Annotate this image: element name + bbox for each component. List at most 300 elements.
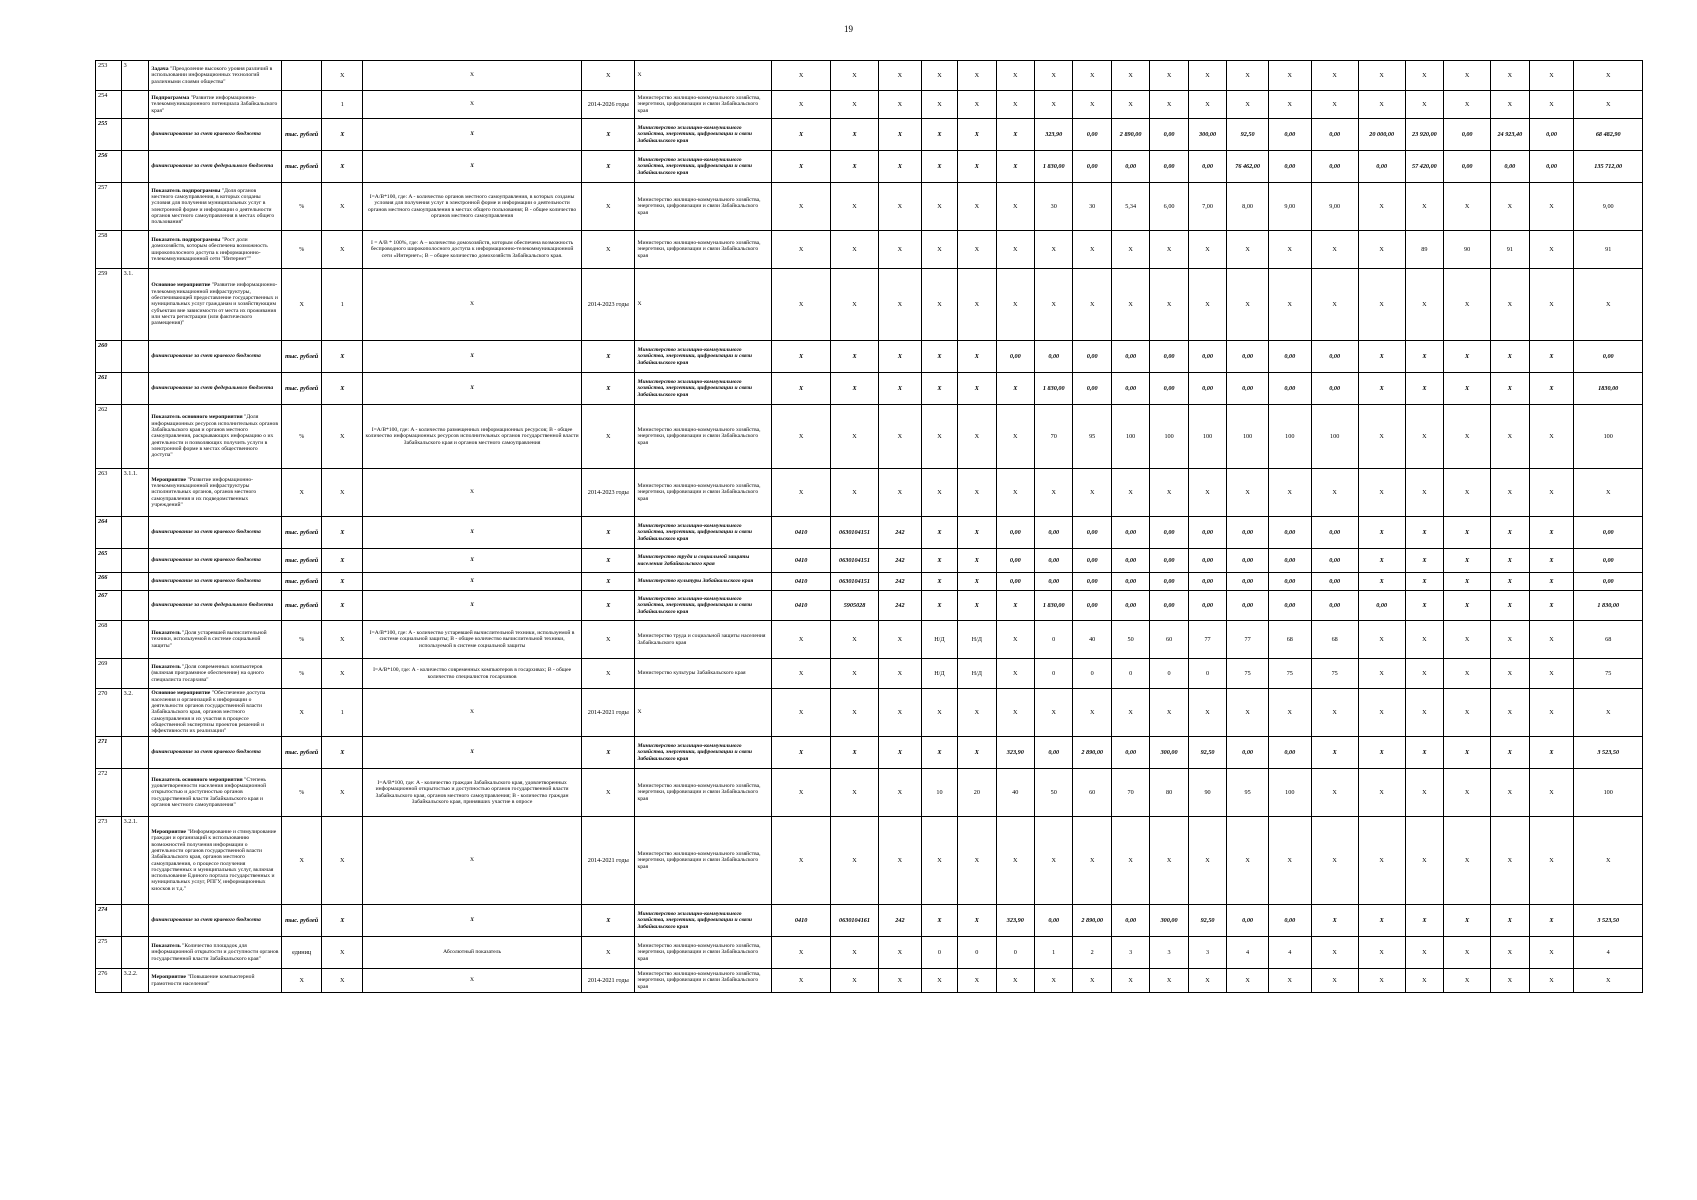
row-name-cell: [149, 549, 281, 573]
formula-cell: X: [363, 269, 582, 341]
value-cell: X: [1073, 817, 1111, 905]
value-cell: 0,00: [1150, 151, 1188, 183]
value-cell: 0,00: [1073, 373, 1111, 405]
value-cell: X: [958, 119, 996, 151]
row-name-cell: [149, 151, 281, 183]
value-cell: 68: [1311, 621, 1358, 659]
table-row: [96, 405, 1643, 469]
row-name-cell: [149, 61, 281, 91]
value-cell: X: [1491, 817, 1529, 905]
row-name-text: "Развитие информационно-телекоммуникационной инфраструктуры исполнительных органов, органов местного самоуправления и их подведомственных учреждений": [151, 476, 257, 508]
value-cell: X: [1405, 469, 1443, 517]
value-cell: 0,00: [1073, 119, 1111, 151]
table-row: [96, 737, 1643, 769]
value-cell: 242: [879, 905, 922, 937]
value-cell: X: [1358, 769, 1405, 817]
responsible-cell: Министерство жилищно-коммунального хозяйства, энергетики, цифровизации и связи Забайкальского края: [635, 373, 772, 405]
value-cell: 0,00: [1529, 119, 1574, 151]
value-cell: 0: [1035, 659, 1073, 689]
responsible-cell: Министерство жилищно-коммунального хозяйства, энергетики, цифровизации и связи Забайкальского края: [635, 231, 772, 269]
value-cell: X: [830, 405, 878, 469]
row-number-cell: 264: [96, 517, 122, 549]
value-cell: 323,90: [996, 905, 1034, 937]
row-name-text: финансирование за счет федерального бюджета: [151, 163, 274, 170]
value-cell: 0: [1035, 621, 1073, 659]
value-cell: 0,00: [1150, 373, 1188, 405]
value-cell: X: [879, 817, 922, 905]
value-cell: X: [772, 373, 831, 405]
value-cell: 76 462,00: [1227, 151, 1269, 183]
period-cell: 2014-2021 годы: [582, 689, 635, 737]
row-subnumber-cell: [121, 183, 149, 231]
value-cell: X: [996, 621, 1034, 659]
table-row: [96, 151, 1643, 183]
value-cell: X: [1358, 689, 1405, 737]
row-name-text: "Развитие информационно-телекоммуникационной инфраструктуры, обеспечивающей предоставление государственных и муниципальных услуг гражданам и хозяйствующим субъектам вне зависимости от места их проживания или места регистрации (или фактического размещения)": [151, 282, 278, 327]
value-cell: X: [921, 517, 957, 549]
row-name-cell: [149, 469, 281, 517]
value-cell: 0: [958, 937, 996, 969]
value-cell: 100: [1574, 769, 1643, 817]
value-cell: X: [1358, 737, 1405, 769]
value-cell: 0,00: [1574, 517, 1643, 549]
unit-cell: тыс. рублей: [281, 373, 322, 405]
value-cell: X: [996, 469, 1034, 517]
row-name-cell: [149, 341, 281, 373]
value-cell: X: [921, 737, 957, 769]
value-cell: 100: [1268, 769, 1311, 817]
value-cell: X: [996, 119, 1034, 151]
value-cell: X: [1491, 621, 1529, 659]
level-cell: X: [322, 591, 363, 621]
value-cell: 40: [996, 769, 1034, 817]
value-cell: X: [1150, 817, 1188, 905]
value-cell: X: [1035, 231, 1073, 269]
value-cell: X: [830, 373, 878, 405]
value-cell: X: [1529, 373, 1574, 405]
table-row: [96, 119, 1643, 151]
responsible-cell: Министерство жилищно-коммунального хозяйства, энергетики, цифровизации и связи Забайкальского края: [635, 341, 772, 373]
unit-cell: X: [281, 269, 322, 341]
row-subnumber-cell: 3.2.1.: [121, 817, 149, 905]
value-cell: Н/Д: [958, 659, 996, 689]
value-cell: X: [1405, 517, 1443, 549]
value-cell: Н/Д: [921, 621, 957, 659]
value-cell: X: [1529, 91, 1574, 119]
row-name-cell: [149, 905, 281, 937]
value-cell: 0: [1073, 659, 1111, 689]
row-name-label: Основное мероприятие: [151, 282, 212, 289]
responsible-cell: Министерство жилищно-коммунального хозяйства, энергетики, цифровизации и связи Забайкальского края: [635, 151, 772, 183]
value-cell: 0,00: [1268, 549, 1311, 573]
value-cell: 0,00: [1491, 151, 1529, 183]
value-cell: X: [996, 591, 1034, 621]
value-cell: X: [1035, 91, 1073, 119]
value-cell: 0410: [772, 905, 831, 937]
value-cell: 100: [1574, 405, 1643, 469]
row-subnumber-cell: [121, 737, 149, 769]
value-cell: X: [1227, 817, 1269, 905]
value-cell: X: [921, 341, 957, 373]
value-cell: 75: [1311, 659, 1358, 689]
value-cell: X: [1529, 905, 1574, 937]
value-cell: 0,00: [1111, 573, 1149, 591]
value-cell: X: [1188, 231, 1226, 269]
formula-cell: X: [363, 737, 582, 769]
table-row: [96, 905, 1643, 937]
unit-cell: %: [281, 231, 322, 269]
row-name-text: финансирование за счет краевого бюджета: [151, 749, 261, 756]
value-cell: X: [1491, 269, 1529, 341]
value-cell: X: [1035, 689, 1073, 737]
value-cell: X: [1073, 269, 1111, 341]
value-cell: X: [1405, 769, 1443, 817]
value-cell: 100: [1268, 405, 1311, 469]
value-cell: X: [1444, 91, 1491, 119]
value-cell: 92,50: [1188, 737, 1226, 769]
value-cell: X: [1073, 91, 1111, 119]
row-subnumber-cell: [121, 231, 149, 269]
value-cell: 0,00: [1150, 591, 1188, 621]
value-cell: X: [1405, 737, 1443, 769]
value-cell: X: [1444, 517, 1491, 549]
value-cell: X: [1227, 689, 1269, 737]
value-cell: 0: [996, 937, 1034, 969]
value-cell: X: [921, 905, 957, 937]
formula-cell: X: [363, 469, 582, 517]
formula-cell: X: [363, 905, 582, 937]
period-cell: X: [582, 61, 635, 91]
row-number-cell: 267: [96, 591, 122, 621]
value-cell: X: [1491, 659, 1529, 689]
period-cell: X: [582, 231, 635, 269]
value-cell: X: [772, 231, 831, 269]
value-cell: X: [1358, 905, 1405, 937]
period-cell: X: [582, 549, 635, 573]
value-cell: X: [772, 769, 831, 817]
value-cell: X: [1358, 183, 1405, 231]
value-cell: 91: [1574, 231, 1643, 269]
row-number-cell: 274: [96, 905, 122, 937]
value-cell: 80: [1150, 769, 1188, 817]
value-cell: 0,00: [1035, 905, 1073, 937]
value-cell: X: [1491, 937, 1529, 969]
value-cell: X: [996, 231, 1034, 269]
unit-cell: %: [281, 405, 322, 469]
value-cell: X: [1444, 183, 1491, 231]
value-cell: X: [879, 119, 922, 151]
row-number-cell: 260: [96, 341, 122, 373]
row-name-text: "Информирование и стимулирование граждан и организаций к использованию возможностей получения информации о деятельности органов государственной власти Забайкальского края, органов местного самоуправления, о процессе получения государственных и муниципальных услуг, включая использование Единого портала государственных и муниципальных услуг, РПГУ, информационных киосков и т.д.": [151, 829, 277, 892]
level-cell: X: [322, 769, 363, 817]
value-cell: X: [1035, 61, 1073, 91]
row-subnumber-cell: 3.1.1.: [121, 469, 149, 517]
row-number-cell: 253: [96, 61, 122, 91]
row-subnumber-cell: [121, 91, 149, 119]
value-cell: 0,00: [1111, 373, 1149, 405]
value-cell: X: [958, 591, 996, 621]
period-cell: 2014-2023 годы: [582, 469, 635, 517]
value-cell: X: [1111, 817, 1149, 905]
value-cell: X: [1405, 591, 1443, 621]
value-cell: X: [1150, 231, 1188, 269]
value-cell: X: [879, 689, 922, 737]
value-cell: X: [1311, 937, 1358, 969]
value-cell: X: [1268, 469, 1311, 517]
value-cell: X: [1444, 549, 1491, 573]
unit-cell: тыс. рублей: [281, 573, 322, 591]
row-subnumber-cell: [121, 659, 149, 689]
value-cell: 3: [1111, 937, 1149, 969]
responsible-cell: Министерство жилищно-коммунального хозяйства, энергетики, цифровизации и связи Забайкальского края: [635, 905, 772, 937]
value-cell: X: [830, 469, 878, 517]
value-cell: X: [1491, 737, 1529, 769]
row-subnumber-cell: [121, 937, 149, 969]
unit-cell: тыс. рублей: [281, 905, 322, 937]
value-cell: 0,00: [1311, 119, 1358, 151]
period-cell: X: [582, 621, 635, 659]
value-cell: X: [772, 621, 831, 659]
value-cell: X: [996, 183, 1034, 231]
value-cell: 0,00: [1035, 341, 1073, 373]
value-cell: X: [1268, 231, 1311, 269]
value-cell: 90: [1188, 769, 1226, 817]
value-cell: X: [1529, 469, 1574, 517]
row-name-text: финансирование за счет краевого бюджета: [151, 578, 261, 585]
table-row: [96, 969, 1643, 993]
row-name-text: финансирование за счет краевого бюджета: [151, 917, 261, 924]
unit-cell: X: [281, 969, 322, 993]
row-number-cell: 270: [96, 689, 122, 737]
row-name-label: Показатель подпрограммы: [151, 236, 222, 243]
value-cell: 60: [1150, 621, 1188, 659]
value-cell: X: [1405, 91, 1443, 119]
value-cell: 0: [921, 937, 957, 969]
value-cell: X: [1529, 269, 1574, 341]
value-cell: 0,00: [1227, 341, 1269, 373]
row-name-cell: [149, 183, 281, 231]
period-cell: 2014-2021 годы: [582, 817, 635, 905]
unit-cell: X: [281, 469, 322, 517]
value-cell: X: [1268, 969, 1311, 993]
value-cell: X: [772, 469, 831, 517]
value-cell: 0,00: [1358, 591, 1405, 621]
row-name-cell: [149, 621, 281, 659]
value-cell: 77: [1188, 621, 1226, 659]
value-cell: 0,00: [1574, 573, 1643, 591]
period-cell: X: [582, 591, 635, 621]
value-cell: 0,00: [1073, 549, 1111, 573]
value-cell: 9,00: [1574, 183, 1643, 231]
value-cell: X: [958, 689, 996, 737]
row-name-cell: [149, 269, 281, 341]
value-cell: 3 523,50: [1574, 737, 1643, 769]
program-table: [95, 60, 1643, 993]
value-cell: X: [1268, 817, 1311, 905]
table-row: [96, 689, 1643, 737]
responsible-cell: Министерство жилищно-коммунального хозяйства, энергетики, цифровизации и связи Забайкальского края: [635, 119, 772, 151]
value-cell: 0,00: [1188, 517, 1226, 549]
value-cell: X: [1035, 817, 1073, 905]
row-name-text: финансирование за счет краевого бюджета: [151, 131, 261, 138]
row-number-cell: 269: [96, 659, 122, 689]
value-cell: X: [1529, 737, 1574, 769]
value-cell: X: [1444, 817, 1491, 905]
value-cell: 1 830,00: [1035, 373, 1073, 405]
level-cell: X: [322, 905, 363, 937]
value-cell: 0,00: [1035, 573, 1073, 591]
row-subnumber-cell: [121, 373, 149, 405]
period-cell: X: [582, 405, 635, 469]
value-cell: X: [1529, 549, 1574, 573]
value-cell: X: [1150, 969, 1188, 993]
value-cell: X: [879, 61, 922, 91]
value-cell: X: [1268, 689, 1311, 737]
row-number-cell: 271: [96, 737, 122, 769]
value-cell: X: [772, 269, 831, 341]
value-cell: 7,00: [1188, 183, 1226, 231]
value-cell: X: [921, 373, 957, 405]
row-name-text: "Степень удовлетворенности населения информационной открытостью и доступностью органов государственной власти Забайкальского края и органов местного самоуправления": [151, 776, 267, 808]
value-cell: 70: [1035, 405, 1073, 469]
value-cell: X: [1311, 817, 1358, 905]
row-name-cell: [149, 937, 281, 969]
value-cell: 60: [1073, 769, 1111, 817]
responsible-cell: Министерство жилищно-коммунального хозяйства, энергетики, цифровизации и связи Забайкальского края: [635, 517, 772, 549]
level-cell: X: [322, 341, 363, 373]
responsible-cell: Министерство жилищно-коммунального хозяйства, энергетики, цифровизации и связи Забайкальского края: [635, 183, 772, 231]
table-row: [96, 269, 1643, 341]
responsible-cell: Министерство жилищно-коммунального хозяйства, энергетики, цифровизации и связи Забайкальского края: [635, 817, 772, 905]
value-cell: X: [879, 659, 922, 689]
value-cell: X: [1268, 61, 1311, 91]
value-cell: X: [1405, 341, 1443, 373]
value-cell: X: [958, 91, 996, 119]
responsible-cell: Министерство жилищно-коммунального хозяйства, энергетики, цифровизации и связи Забайкальского края: [635, 469, 772, 517]
value-cell: 0,00: [1268, 151, 1311, 183]
unit-cell: тыс. рублей: [281, 517, 322, 549]
row-name-cell: [149, 119, 281, 151]
value-cell: 70: [1111, 769, 1149, 817]
value-cell: 90: [1444, 231, 1491, 269]
row-subnumber-cell: [121, 341, 149, 373]
value-cell: 1 830,00: [1574, 591, 1643, 621]
value-cell: 68: [1574, 621, 1643, 659]
value-cell: X: [1073, 231, 1111, 269]
value-cell: X: [1444, 621, 1491, 659]
value-cell: 0,00: [1111, 549, 1149, 573]
value-cell: X: [1358, 573, 1405, 591]
value-cell: X: [996, 817, 1034, 905]
row-subnumber-cell: 3.1.: [121, 269, 149, 341]
table-row: [96, 937, 1643, 969]
formula-cell: I=A/B*100, где: A - количество устаревшей вычислительной техники, используемой в системе социальной защиты; B - общее количество вычислительной техники, используемой в системе социальной защиты: [363, 621, 582, 659]
value-cell: X: [1529, 659, 1574, 689]
value-cell: 0,00: [1150, 341, 1188, 373]
value-cell: 0,00: [1188, 373, 1226, 405]
value-cell: X: [1311, 905, 1358, 937]
value-cell: X: [879, 469, 922, 517]
row-name-label: Показатель основного мероприятия: [151, 776, 245, 783]
value-cell: X: [1529, 769, 1574, 817]
value-cell: X: [921, 969, 957, 993]
value-cell: X: [772, 151, 831, 183]
value-cell: 300,00: [1188, 119, 1226, 151]
value-cell: X: [879, 737, 922, 769]
value-cell: X: [772, 937, 831, 969]
row-number-cell: 258: [96, 231, 122, 269]
value-cell: X: [921, 231, 957, 269]
value-cell: X: [921, 183, 957, 231]
page-number: 19: [844, 24, 853, 34]
value-cell: 5,34: [1111, 183, 1149, 231]
row-name-text: "Доля современных компьютеров (включая программное обеспечение) на одного специалиста госархива": [151, 664, 264, 683]
value-cell: 0,00: [1035, 549, 1073, 573]
responsible-cell: X: [635, 61, 772, 91]
row-number-cell: 275: [96, 937, 122, 969]
value-cell: 10: [921, 769, 957, 817]
value-cell: X: [1491, 573, 1529, 591]
value-cell: X: [996, 151, 1034, 183]
value-cell: X: [1574, 91, 1643, 119]
value-cell: X: [1358, 659, 1405, 689]
row-number-cell: 257: [96, 183, 122, 231]
row-number-cell: 263: [96, 469, 122, 517]
value-cell: X: [996, 373, 1034, 405]
responsible-cell: Министерство труда и социальной защиты населения Забайкальского края: [635, 549, 772, 573]
value-cell: X: [921, 549, 957, 573]
value-cell: 300,00: [1150, 737, 1188, 769]
level-cell: X: [322, 469, 363, 517]
value-cell: X: [830, 937, 878, 969]
formula-cell: X: [363, 573, 582, 591]
row-subnumber-cell: [121, 621, 149, 659]
value-cell: X: [921, 61, 957, 91]
value-cell: X: [1444, 769, 1491, 817]
value-cell: 0,00: [1268, 517, 1311, 549]
value-cell: X: [996, 61, 1034, 91]
value-cell: X: [1311, 689, 1358, 737]
table-row: [96, 769, 1643, 817]
period-cell: X: [582, 905, 635, 937]
value-cell: X: [1574, 61, 1643, 91]
period-cell: X: [582, 937, 635, 969]
value-cell: X: [1529, 517, 1574, 549]
value-cell: X: [921, 269, 957, 341]
value-cell: 4: [1227, 937, 1269, 969]
row-subnumber-cell: [121, 549, 149, 573]
value-cell: 0,00: [996, 517, 1034, 549]
value-cell: 0,00: [1311, 373, 1358, 405]
value-cell: X: [996, 269, 1034, 341]
value-cell: X: [772, 91, 831, 119]
value-cell: X: [1405, 573, 1443, 591]
unit-cell: тыс. рублей: [281, 119, 322, 151]
value-cell: X: [921, 573, 957, 591]
value-cell: 0410: [772, 591, 831, 621]
value-cell: X: [1529, 621, 1574, 659]
formula-cell: I=A/B*100, где: A - количество современных компьютеров в госархивах; B - общее количество специалистов госархивов: [363, 659, 582, 689]
value-cell: X: [1188, 817, 1226, 905]
value-cell: X: [1529, 61, 1574, 91]
value-cell: X: [879, 969, 922, 993]
row-name-text: финансирование за счет федерального бюджета: [151, 385, 274, 392]
row-subnumber-cell: [121, 405, 149, 469]
level-cell: X: [322, 937, 363, 969]
row-number-cell: 261: [96, 373, 122, 405]
value-cell: 0,00: [1311, 549, 1358, 573]
row-subnumber-cell: [121, 591, 149, 621]
